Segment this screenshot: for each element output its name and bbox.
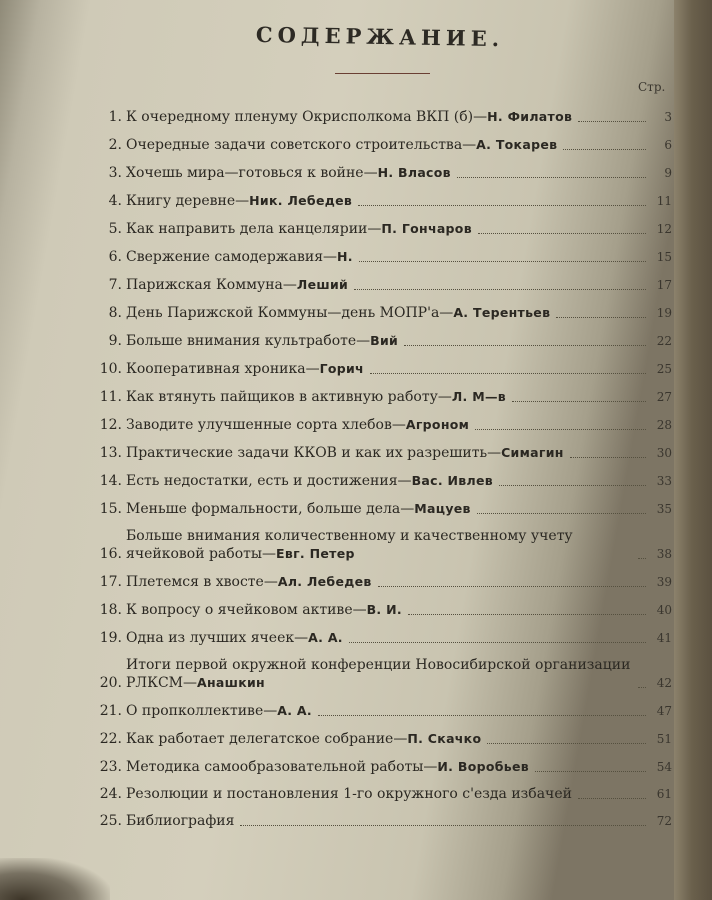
dot-leader [478,233,646,234]
dot-leader [556,317,646,318]
dot-leader [638,687,646,688]
toc-entry [96,276,672,294]
book-spine-edge [674,0,712,900]
entry-page-number: 30 [656,446,672,460]
dot-leader [477,513,646,514]
entry-page-number: 54 [656,760,672,774]
entry-text [126,730,481,748]
entry-author: Л. М—в [451,389,506,404]
entry-body [126,500,650,518]
entry-page-number: 11 [656,194,672,208]
entry-title: Очередные задачи советского строительства— [126,137,477,153]
entry-title: Методика самообразовательной работы— [126,759,438,775]
entry-body [126,758,650,776]
entry-title: О пропколлективе— [126,703,278,719]
entry-body [126,657,650,692]
entry-number: 15. [99,501,122,517]
entry-body [126,629,650,647]
toc-entry [96,730,672,748]
toc-entry [96,702,672,720]
entry-author: Анашкин [196,675,265,690]
entry-number: 4. [108,193,122,209]
entry-title: Как направить дела канцелярии— [126,221,382,237]
entry-text [126,758,529,776]
entry-author: П. Скачко [407,731,482,746]
page-title: СОДЕРЖАНИЕ. [255,21,505,52]
entry-number: 5. [108,221,122,237]
entry-text [126,416,469,434]
entry-page-number: 3 [664,110,672,124]
entry-page-number: 19 [656,306,672,320]
toc-entry [96,108,672,126]
toc-entry [96,629,672,647]
entry-number: 11. [99,389,122,405]
entry-number: 1. [108,109,122,125]
entry-title: День Парижской Коммуны—день МОПР'а— [126,305,454,321]
entry-text [126,332,398,350]
entry-number: 9. [108,333,122,349]
entry-text [126,220,472,238]
toc-entry [96,601,672,619]
entry-number: 24. [99,786,122,802]
entry-text [126,388,506,406]
dot-leader [475,429,646,430]
entry-author: Н. [337,249,353,264]
toc-entry [96,416,672,434]
entry-title: Итоги первой окружной конференции Новосибирской организации РЛКСМ— [126,657,631,691]
entry-title: Практические задачи ККОВ и как их разрешить— [126,445,502,461]
entry-body [126,164,650,182]
entry-title: Парижская Коммуна— [126,277,297,293]
entry-author: Горич [319,361,364,376]
entry-text [126,813,234,830]
entry-page-number: 38 [656,547,672,561]
entry-title: Меньше формальности, больше дела— [126,501,415,517]
entry-text [126,472,493,490]
toc-entry [96,786,672,803]
dot-leader [359,261,646,262]
entry-page-number: 40 [656,603,672,617]
entry-author: Леший [296,277,349,292]
entry-text [126,657,632,692]
dot-leader [487,743,646,744]
toc-entry [96,360,672,378]
entry-title: Есть недостатки, есть и достижения— [126,473,412,489]
entry-author: Ал. Лебедев [277,574,372,589]
entry-title: Заводите улучшенные сорта хлебов— [126,417,406,433]
entry-title: К вопросу о ячейковом активе— [126,602,367,618]
dot-leader [457,177,646,178]
entry-number: 23. [99,759,122,775]
entry-body [126,786,650,803]
toc-entry [96,248,672,266]
entry-title: Библиография [126,813,235,829]
entry-number: 6. [108,249,122,265]
toc-entry [96,573,672,591]
entry-body [126,304,650,322]
entry-number: 19. [99,630,122,646]
dot-leader [358,205,646,206]
entry-author: Симагин [501,445,564,460]
toc-entry [96,192,672,210]
entry-title: К очередному пленуму Окрисполкома ВКП (б)— [126,109,488,125]
entry-page-number: 12 [656,222,672,236]
entry-number: 13. [99,445,122,461]
entry-text [126,629,343,647]
entry-author: Агроном [405,417,470,432]
entry-body [126,573,650,591]
entry-text [126,304,550,322]
dot-leader [378,586,646,587]
entry-number: 16. [99,546,122,562]
entry-author: Ник. Лебедев [249,193,353,208]
entry-body [126,444,650,462]
entry-page-number: 27 [656,390,672,404]
toc-entry [96,220,672,238]
entry-body [126,248,650,266]
entry-author: А. Терентьев [453,305,551,320]
dot-leader [512,401,646,402]
toc-entry [96,444,672,462]
entry-body [126,388,650,406]
entry-body [126,192,650,210]
entry-author: Н. Филатов [487,109,573,124]
dot-leader [535,771,646,772]
entry-body [126,472,650,490]
dot-leader [370,373,646,374]
entry-page-number: 39 [656,575,672,589]
entry-number: 12. [99,417,122,433]
entry-author: А. А. [277,703,312,718]
entry-number: 10. [99,361,122,377]
entry-text [126,786,572,803]
corner-shadow [0,858,110,900]
entry-body [126,601,650,619]
toc-entry [96,813,672,830]
entry-page-number: 15 [656,250,672,264]
dot-leader [240,825,646,826]
entry-text [126,192,352,210]
dot-leader [318,715,646,716]
dot-leader [499,485,646,486]
toc-entry [96,500,672,518]
entry-body [126,702,650,720]
entry-body [126,360,650,378]
toc-entry [96,528,672,563]
entry-body [126,220,650,238]
dot-leader [404,345,646,346]
entry-author: Н. Власов [377,165,451,180]
entry-number: 22. [99,731,122,747]
entry-page-number: 9 [664,166,672,180]
toc-entry [96,758,672,776]
entry-body [126,136,650,154]
entry-title: Резолюции и постановления 1-го окружного с'езда избачей [126,786,572,802]
entry-page-number: 6 [664,138,672,152]
entry-title: Плетемся в хвосте— [126,574,278,590]
entry-author: Вас. Ивлев [411,473,493,488]
entry-body [126,730,650,748]
entry-text [126,108,572,126]
contents-list [96,108,672,840]
entry-text [126,276,348,294]
entry-title: Больше внимания культработе— [126,333,371,349]
entry-page-number: 72 [656,814,672,828]
dot-leader [408,614,646,615]
entry-number: 21. [99,703,122,719]
entry-text [126,444,564,462]
entry-title: Больше внимания количественному и качественному учету ячейковой работы— [126,528,573,562]
entry-title: Как работает делегатское собрание— [126,731,408,747]
entry-text [126,136,557,154]
toc-entry [96,164,672,182]
entry-page-number: 61 [656,787,672,801]
entry-text [126,500,471,518]
entry-page-number: 47 [656,704,672,718]
entry-page-number: 17 [656,278,672,292]
dot-leader [563,149,646,150]
entry-text [126,601,402,619]
entry-page-number: 42 [656,676,672,690]
entry-author: Вий [370,333,399,348]
entry-text [126,528,632,563]
entry-body [126,813,650,830]
entry-text [126,248,353,266]
entry-text [126,573,372,591]
entry-author: Евг. Петер [276,546,355,561]
entry-body [126,332,650,350]
entry-number: 14. [99,473,122,489]
entry-text [126,164,451,182]
dot-leader [638,558,646,559]
entry-author: И. Воробьев [437,759,529,774]
entry-text [126,702,312,720]
entry-number: 25. [99,813,122,829]
entry-author: П. Гончаров [381,221,472,236]
entry-title: Кооперативная хроника— [126,361,320,377]
dot-leader [570,457,646,458]
entry-page-number: 25 [656,362,672,376]
entry-page-number: 28 [656,418,672,432]
entry-text [126,360,364,378]
entry-number: 3. [108,165,122,181]
entry-body [126,528,650,563]
entry-body [126,276,650,294]
entry-number: 7. [108,277,122,293]
entry-title: Одна из лучших ячеек— [126,630,309,646]
entry-title: Свержение самодержавия— [126,249,338,265]
entry-author: А. А. [308,630,343,645]
dot-leader [349,642,646,643]
toc-entry [96,472,672,490]
toc-entry [96,332,672,350]
dot-leader [578,798,646,799]
entry-number: 18. [99,602,122,618]
entry-title: Как втянуть пайщиков в активную работу— [126,389,452,405]
entry-number: 20. [99,675,122,691]
toc-entry [96,304,672,322]
entry-author: Мацуев [414,501,471,516]
entry-page-number: 41 [656,631,672,645]
entry-author: А. Токарев [476,137,558,152]
toc-entry [96,136,672,154]
entry-number: 2. [108,137,122,153]
entry-title: Хочешь мира—готовься к войне— [126,165,378,181]
page-column-label: Стр. [638,80,666,94]
entry-page-number: 33 [656,474,672,488]
dot-leader [354,289,646,290]
entry-author: В. И. [366,602,402,617]
dot-leader [578,121,646,122]
entry-page-number: 35 [656,502,672,516]
title-divider [335,73,430,74]
entry-number: 17. [99,574,122,590]
entry-number: 8. [108,305,122,321]
entry-title: Книгу деревне— [126,193,250,209]
entry-body [126,416,650,434]
entry-page-number: 51 [656,732,672,746]
toc-entry [96,657,672,692]
entry-page-number: 22 [656,334,672,348]
toc-entry [96,388,672,406]
entry-body [126,108,650,126]
